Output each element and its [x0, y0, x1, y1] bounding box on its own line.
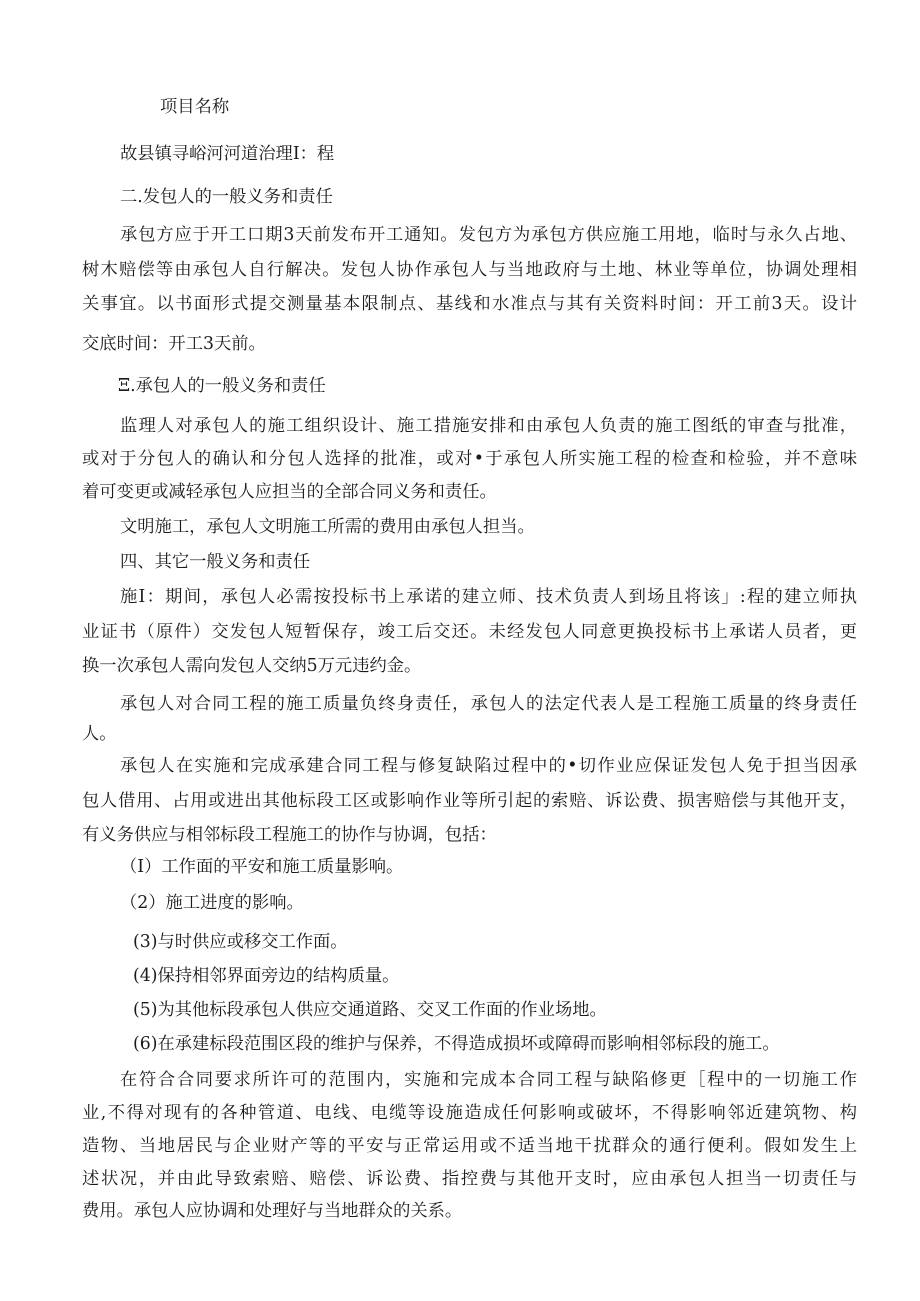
section3-line-3: 着可变更或减轻承包人应担当的全部合同义务和责任。 — [82, 482, 497, 502]
list-item-4: (4)保持相邻界面旁边的结构质量。 — [133, 966, 400, 986]
section4-line-3: 换一次承包人需向发包人交纳5万元违约金。 — [82, 656, 422, 676]
quality-line-1: 承包人对合同工程的施工质量负终身责任，承包人的法定代表人是工程施工质量的终身责任 — [120, 694, 857, 714]
final-line-4: 述状况，并由此导致索赔、赔偿、诉讼费、指控费与其他开支时，应由承包人担当一切责任与 — [82, 1169, 857, 1189]
section4-line-2: 业证书（原件）交发包人短暂保存，竣工后交还。未经发包人同意更换投标书上承诺人员者，更 — [82, 622, 857, 642]
project-label: 项目名称 — [160, 97, 230, 117]
cooperation-line-3: 有义务供应与相邻标段工程施工的协作与协调，包括： — [82, 825, 497, 845]
section3-line-2: 或对于分包人的确认和分包人选择的批准，或对•于承包人所实施工程的检查和检验，并不意味 — [82, 449, 857, 469]
section2-line-2: 树木赔偿等由承包人自行解决。发包人协作承包人与当地政府与土地、林业等单位，协调处理相 — [82, 260, 857, 280]
section4-line-1: 施I：期间，承包人必需按投标书上承诺的建立师、技术负责人到场且将该」:程的建立师执 — [120, 587, 857, 607]
cooperation-line-1: 承包人在实施和完成承建合同工程与修复缺陷过程中的•切作业应保证发包人免于担当因承 — [120, 756, 857, 776]
list-item-2: （2）施工进度的影响。 — [120, 893, 304, 913]
list-item-6: (6)在承建标段范围区段的维护与保养，不得造成损坏或障碍而影响相邻标段的施工。 — [133, 1034, 780, 1054]
final-line-1: 在符合合同要求所许可的范围内，实施和完成本合同工程与缺陷修更［程中的一切施工作 — [120, 1070, 857, 1090]
section2-line-3: 关事宜。以书面形式提交测量基本限制点、基线和水准点与其有关资料时间：开工前3天。设计 — [82, 294, 857, 314]
section4-title: 四、其它一般义务和责任 — [120, 552, 311, 572]
final-line-2: 业,不得对现有的各种管道、电线、电缆等设施造成任何影响或破坏，不得影响邻近建筑物、构 — [82, 1103, 857, 1123]
list-item-1: （I）工作面的平安和施工质量影响。 — [120, 857, 404, 877]
final-line-3: 造物、当地居民与企业财产等的平安与正常运用或不适当地干扰群众的通行便利。假如发生上 — [82, 1136, 857, 1156]
section2-line-4: 交底时间：开工3天前。 — [82, 334, 266, 354]
final-line-5: 费用。承包人应协调和处理好与当地群众的关系。 — [82, 1201, 463, 1221]
list-item-3: (3)与时供应或移交工作面。 — [133, 932, 348, 952]
cooperation-line-2: 包人借用、占用或进出其他标段工区或影响作业等所引起的索赔、诉讼费、损害赔偿与其他开支， — [82, 791, 857, 811]
section2-line-1: 承包方应于开工口期3天前发布开工通知。发包方为承包方供应施工用地，临时与永久占地、 — [120, 225, 857, 245]
section3-line-1: 监理人对承包人的施工组织设计、施工措施安排和由承包人负责的施工图纸的审查与批准， — [120, 416, 857, 436]
section3-title: Ξ.承包人的一般义务和责任 — [118, 376, 326, 396]
quality-line-2: 人。 — [82, 724, 117, 744]
list-item-5: (5)为其他标段承包人供应交通道路、交叉工作面的作业场地。 — [133, 1000, 607, 1020]
section2-title: 二.发包人的一般义务和责任 — [120, 187, 333, 207]
civil-construction-para: 文明施工，承包人文明施工所需的费用由承包人担当。 — [120, 517, 535, 537]
project-name: 故县镇寻峪河河道治理I：程 — [120, 144, 335, 164]
